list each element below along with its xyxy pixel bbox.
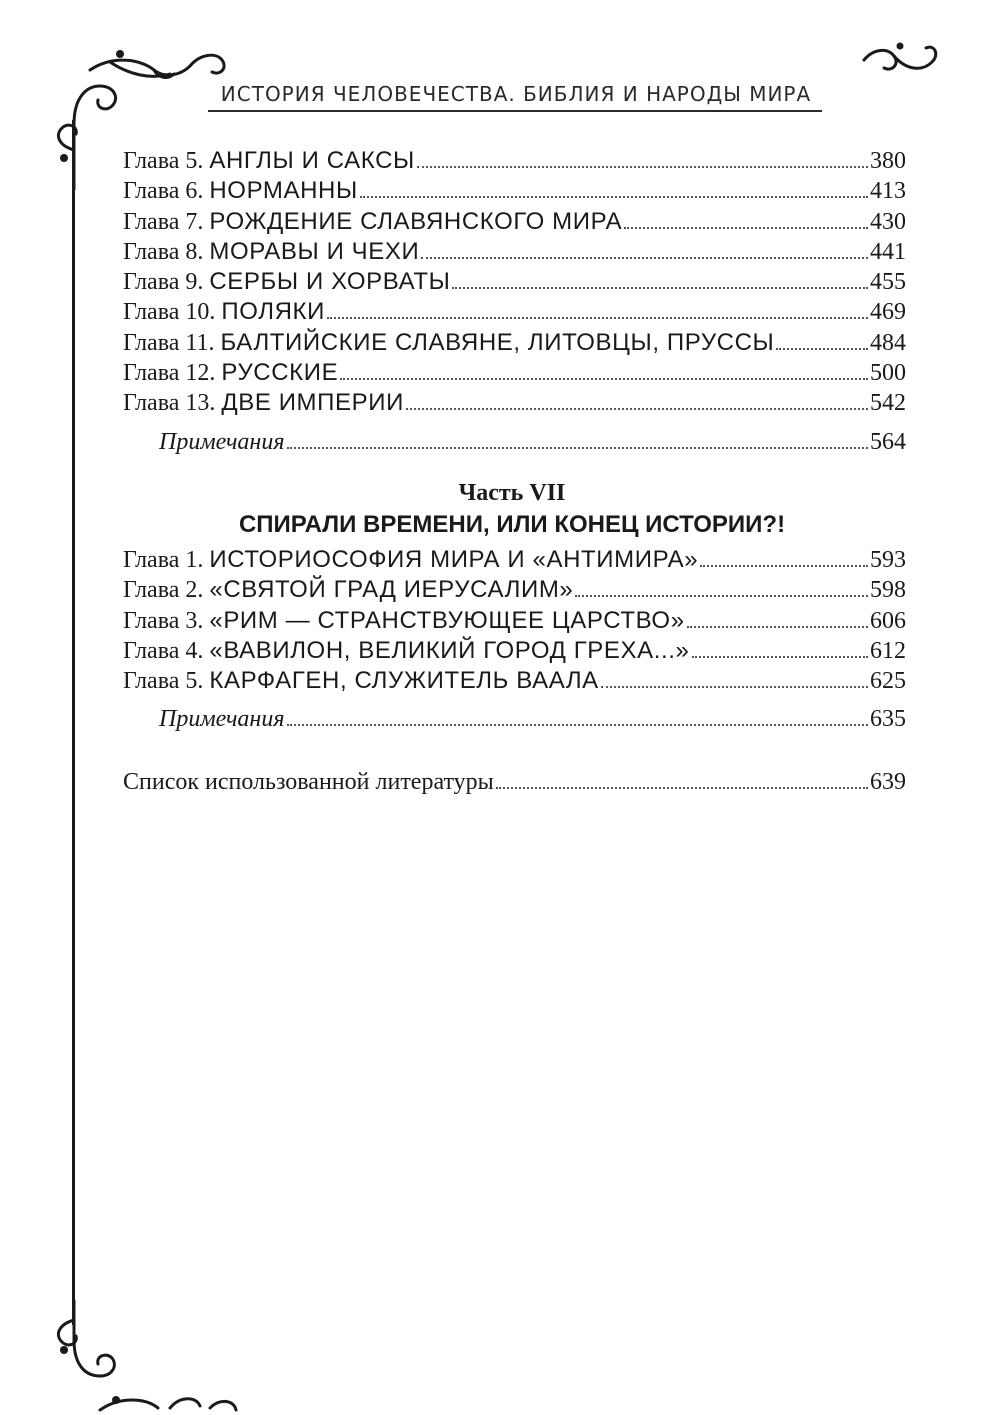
page-number: 606 bbox=[870, 607, 906, 634]
frame-left-rule bbox=[72, 120, 75, 1325]
page-number: 625 bbox=[870, 668, 906, 695]
chapter-title: «РИМ — СТРАНСТВУЮЩЕЕ ЦАРСТВО» bbox=[209, 606, 685, 634]
chapter-title: МОРАВЫ И ЧЕХИ bbox=[209, 237, 420, 265]
notes-label: Примечания bbox=[159, 428, 285, 455]
dot-leader bbox=[417, 166, 868, 168]
chapter-title: НОРМАННЫ bbox=[209, 177, 358, 205]
chapter-prefix: Глава 2. bbox=[123, 577, 204, 604]
chapter-prefix: Глава 3. bbox=[123, 607, 204, 634]
bibliography-label: Список использованной литературы bbox=[123, 768, 494, 795]
page-number: 635 bbox=[870, 706, 906, 733]
page-number: 542 bbox=[870, 390, 906, 417]
page-number: 598 bbox=[870, 577, 906, 604]
toc-bibliography-entry[interactable] bbox=[123, 767, 906, 797]
toc-entry[interactable] bbox=[123, 146, 906, 176]
toc-entry[interactable] bbox=[123, 636, 906, 666]
chapter-title: ПОЛЯКИ bbox=[221, 298, 325, 326]
dot-leader bbox=[287, 724, 869, 726]
toc-notes-entry[interactable] bbox=[123, 704, 906, 734]
dot-leader bbox=[287, 447, 869, 449]
dot-leader bbox=[700, 565, 868, 567]
toc-entry[interactable] bbox=[123, 267, 906, 297]
toc-notes-entry[interactable] bbox=[123, 427, 906, 457]
dot-leader bbox=[687, 626, 868, 628]
toc-entry[interactable] bbox=[123, 176, 906, 206]
part-title-heading: СПИРАЛИ ВРЕМЕНИ, ИЛИ КОНЕЦ ИСТОРИИ?! bbox=[238, 511, 786, 538]
chapter-prefix: Глава 13. bbox=[123, 390, 216, 417]
running-head: ИСТОРИЯ ЧЕЛОВЕЧЕСТВА. БИБЛИЯ И НАРОДЫ МИРА bbox=[220, 82, 812, 106]
dot-leader bbox=[776, 348, 868, 350]
chapter-title: РУССКИЕ bbox=[221, 359, 339, 387]
chapter-title: АНГЛЫ И САКСЫ bbox=[209, 147, 415, 174]
page-number: 500 bbox=[870, 360, 906, 387]
toc-entry[interactable] bbox=[123, 358, 906, 388]
toc-entry[interactable] bbox=[123, 388, 906, 418]
chapter-prefix: Глава 11. bbox=[123, 329, 215, 356]
dot-leader bbox=[360, 196, 868, 198]
dot-leader bbox=[327, 317, 868, 319]
page-number: 469 bbox=[870, 299, 906, 326]
toc-entry[interactable] bbox=[123, 237, 906, 267]
toc-entry[interactable] bbox=[123, 575, 906, 605]
toc-part6-list bbox=[123, 146, 906, 457]
page-number: 441 bbox=[870, 238, 906, 265]
chapter-title: СЕРБЫ И ХОРВАТЫ bbox=[209, 268, 451, 296]
toc-entry[interactable] bbox=[123, 207, 906, 237]
page-number: 430 bbox=[870, 208, 906, 235]
toc-entry[interactable] bbox=[123, 328, 906, 358]
chapter-title: РОЖДЕНИЕ СЛАВЯНСКОГО МИРА bbox=[209, 207, 623, 235]
page-number: 413 bbox=[870, 178, 906, 205]
chapter-prefix: Глава 12. bbox=[123, 360, 216, 387]
toc-entry[interactable] bbox=[123, 297, 906, 327]
chapter-title: «ВАВИЛОН, ВЕЛИКИЙ ГОРОД ГРЕХА...» bbox=[209, 636, 690, 664]
dot-leader bbox=[575, 595, 868, 597]
chapter-prefix: Глава 5. bbox=[123, 668, 204, 695]
notes-label: Примечания bbox=[159, 706, 285, 733]
top-right-flourish-icon bbox=[860, 40, 940, 90]
chapter-title: КАРФАГЕН, СЛУЖИТЕЛЬ ВААЛА bbox=[209, 667, 599, 695]
dot-leader bbox=[406, 408, 868, 410]
chapter-prefix: Глава 10. bbox=[123, 299, 216, 326]
chapter-prefix: Глава 8. bbox=[123, 238, 204, 265]
toc-entry[interactable] bbox=[123, 606, 906, 636]
toc-part7-list bbox=[123, 545, 906, 797]
page-number: 639 bbox=[870, 768, 906, 795]
toc-entry[interactable] bbox=[123, 666, 906, 696]
dot-leader bbox=[452, 287, 868, 289]
chapter-title: ИСТОРИОСОФИЯ МИРА И «АНТИМИРА» bbox=[209, 546, 699, 573]
dot-leader bbox=[496, 787, 868, 789]
page-number: 593 bbox=[870, 547, 906, 573]
chapter-prefix: Глава 1. bbox=[123, 547, 204, 573]
chapter-title: «СВЯТОЙ ГРАД ИЕРУСАЛИМ» bbox=[209, 576, 574, 604]
chapter-prefix: Глава 6. bbox=[123, 178, 204, 205]
page-number: 484 bbox=[870, 329, 906, 356]
page-number: 380 bbox=[870, 148, 906, 174]
bottom-left-flourish-icon bbox=[50, 1300, 270, 1415]
page-number: 564 bbox=[870, 428, 906, 455]
dot-leader bbox=[340, 378, 868, 380]
running-head-rule bbox=[208, 110, 822, 112]
chapter-prefix: Глава 4. bbox=[123, 637, 204, 664]
dot-leader bbox=[421, 257, 868, 259]
chapter-prefix: Глава 5. bbox=[123, 148, 204, 174]
page-number: 612 bbox=[870, 637, 906, 664]
page-number: 455 bbox=[870, 269, 906, 296]
chapter-title: БАЛТИЙСКИЕ СЛАВЯНЕ, ЛИТОВЦЫ, ПРУССЫ bbox=[220, 328, 775, 356]
chapter-prefix: Глава 9. bbox=[123, 269, 204, 296]
chapter-prefix: Глава 7. bbox=[123, 208, 204, 235]
part-number-heading: Часть VII bbox=[458, 480, 566, 506]
toc-entry[interactable] bbox=[123, 545, 906, 575]
dot-leader bbox=[692, 656, 869, 658]
dot-leader bbox=[601, 686, 868, 688]
chapter-title: ДВЕ ИМПЕРИИ bbox=[221, 389, 404, 417]
dot-leader bbox=[624, 227, 868, 229]
